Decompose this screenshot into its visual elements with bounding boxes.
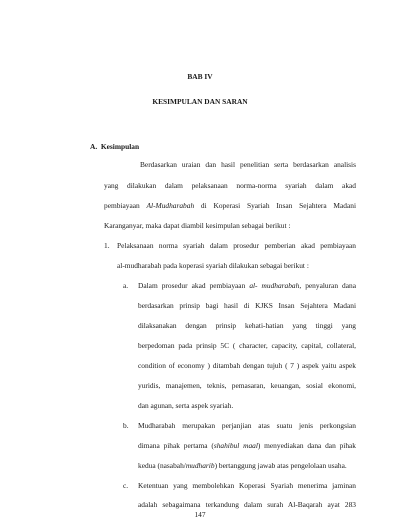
- item-a-line-7: dan agunan, serta aspek syariah.: [138, 401, 234, 410]
- item-c-line-1: Ketentuan yang membolehkan Koperasi Syariah menerima jaminan: [138, 481, 356, 490]
- item-a-line-5: condition of economy ) ditambah dengan tujuh ( 7 ) aspek yaitu aspek: [138, 361, 356, 370]
- item-b-label: b.: [123, 421, 129, 430]
- item-a-label: a.: [123, 281, 129, 290]
- item-a-line-6: yuridis, manajemen, teknis, pemasaran, keuangan, sosial ekonomi,: [138, 381, 356, 390]
- item-a-line-1: Dalam prosedur akad pembiayaan al- mudharabah, penyaluran dana: [138, 281, 357, 290]
- intro-line-1: Berdasarkan uraian dan hasil penelitian serta berdasarkan analisis: [140, 160, 356, 169]
- intro-line-2: yang dilakukan dalam pelaksanaan norma-norma syariah dalam akad: [104, 181, 356, 190]
- section-title: Kesimpulan: [100, 142, 140, 151]
- item-b-line-1: Mudharabah merupakan perjanjian atas suatu jenis perkongsian: [138, 421, 356, 430]
- item-b-line-2: dimana pihak pertama (shahibul maal) menyediakan dana dan pihak: [138, 441, 356, 450]
- point-1-line-2: al-mudharabah pada koperasi syariah dilakukan sebagai berikut :: [117, 261, 309, 270]
- item-c-label: c.: [123, 481, 129, 490]
- item-c-line-2: adalah sebagaimana terkandung dalam surah Al-Baqarah ayat 283: [138, 500, 356, 509]
- item-b-line-3: kedua (nasabah/mudharib) bertanggung jawab atas pengelolaan usaha.: [138, 461, 347, 470]
- page-number: 147: [194, 510, 206, 519]
- item-a-line-4: berpedoman pada prinsip 5C ( character, capacity, capital, collateral,: [138, 341, 356, 350]
- chapter-title: KESIMPULAN DAN SARAN: [152, 97, 248, 106]
- intro-line-4: Karanganyar, maka dapat diambil kesimpulan sebagai berikut :: [104, 221, 291, 230]
- item-a-line-2: berdasarkan prinsip bagi hasil di KJKS Insan Sejahtera Madani: [138, 301, 356, 310]
- intro-line-3: pembiayaan Al-Mudharabah di Koperasi Syariah Insan Sejahtera Madani: [104, 201, 357, 210]
- section-letter: A.: [90, 142, 98, 151]
- section-heading: [90, 142, 139, 151]
- point-1-line-1: Pelaksanaan norma syariah dalam prosedur pemberian akad pembiayaan: [117, 241, 356, 250]
- item-a-line-3: dilaksanakan dengan prinsip kehati-hatian yang tinggi yang: [138, 321, 356, 330]
- chapter-heading: BAB IV: [187, 72, 213, 81]
- point-1-number: 1.: [104, 241, 110, 250]
